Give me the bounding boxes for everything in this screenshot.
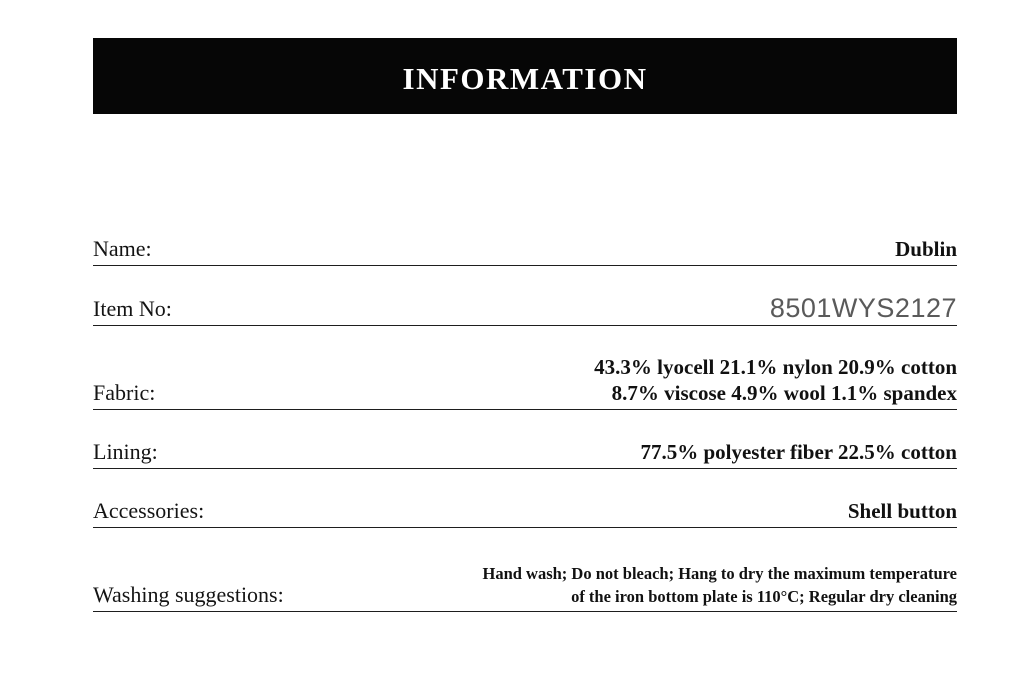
washing-suggestions-label: Washing suggestions:: [93, 582, 284, 607]
fabric-value-line-1: 43.3% lyocell 21.1% nylon 20.9% cotton: [594, 355, 957, 379]
fabric-label: Fabric:: [93, 380, 156, 405]
item-no-label: Item No:: [93, 296, 172, 321]
name-label: Name:: [93, 236, 152, 261]
fabric-value: [594, 354, 957, 406]
name-value: Dublin: [895, 237, 957, 261]
accessories-label: Accessories:: [93, 498, 205, 523]
lining-label: Lining:: [93, 439, 158, 464]
lining-value: 77.5% polyester fiber 22.5% cotton: [640, 440, 957, 464]
information-title: INFORMATION: [402, 60, 648, 96]
item-no-value: 8501WYS2127: [769, 293, 957, 323]
washing-suggestions-value-line-1: Hand wash; Do not bleach; Hang to dry the maximum temperature: [482, 564, 957, 583]
info-row-name: [93, 236, 957, 266]
washing-suggestions-value-line-2: of the iron bottom plate is 110°C; Regular dry cleaning: [571, 587, 957, 606]
info-row-accessories: [93, 498, 957, 528]
product-info-sheet: [93, 38, 957, 612]
info-row-lining: [93, 439, 957, 469]
fabric-value-line-2: 8.7% viscose 4.9% wool 1.1% spandex: [611, 381, 957, 405]
accessories-value: Shell button: [847, 499, 957, 523]
info-row-washing-suggestions: [93, 562, 957, 612]
info-row-item-no: [93, 295, 957, 326]
information-header-bar: [93, 38, 957, 114]
info-row-fabric: [93, 354, 957, 410]
washing-suggestions-value: [482, 562, 957, 608]
